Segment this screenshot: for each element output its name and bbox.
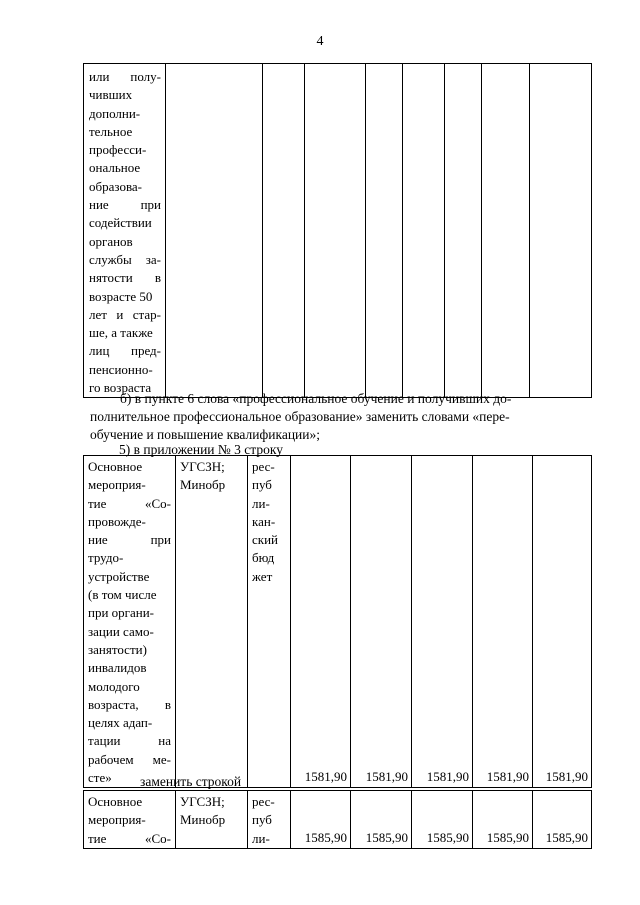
cell-line: сте» bbox=[88, 770, 112, 786]
paragraph-b-line3: обучение и повышение квалификации»; bbox=[90, 427, 320, 442]
old-row-table bbox=[83, 455, 592, 788]
cell-line: содействии bbox=[89, 215, 152, 231]
paragraph-b-line2: полнительное профессиональное образование» заменить словами «пере- bbox=[90, 409, 510, 424]
cell-line: целях адап- bbox=[88, 715, 153, 731]
cell-line: го возраста bbox=[89, 380, 152, 396]
cell-line: чивших bbox=[89, 87, 133, 103]
cell-line: ние при bbox=[88, 532, 171, 548]
continuation-table bbox=[83, 63, 592, 398]
cell-line: пуб bbox=[252, 812, 272, 828]
value-cell: 1581,90 bbox=[291, 456, 351, 788]
cell-line: инвалидов bbox=[88, 660, 147, 676]
table-cell bbox=[366, 64, 403, 398]
cell-line: дополни- bbox=[89, 105, 141, 121]
cell-line: тельное bbox=[89, 123, 133, 139]
cell-line: мероприя- bbox=[88, 477, 146, 493]
cell-line: ональное bbox=[89, 160, 141, 176]
table-cell bbox=[403, 64, 445, 398]
cell-line: Основное bbox=[88, 459, 143, 474]
cell-line: рес- bbox=[252, 794, 275, 809]
value-cell: 1585,90 bbox=[473, 791, 533, 849]
cell-line: или полу- bbox=[89, 69, 161, 84]
cell-line: занятости) bbox=[88, 641, 147, 657]
value-cell: 1581,90 bbox=[533, 456, 592, 788]
cell-line: органов bbox=[89, 233, 133, 249]
source-cell bbox=[248, 791, 291, 849]
cell-line: жет bbox=[252, 568, 273, 584]
value-cell: 1585,90 bbox=[412, 791, 473, 849]
cell-line: УГСЗН; bbox=[180, 459, 225, 474]
cell-line: пенсионно- bbox=[89, 361, 153, 377]
cell-line: устройстве bbox=[88, 568, 150, 584]
cell-line: тие «Со- bbox=[88, 830, 171, 846]
cell-line: ли- bbox=[252, 495, 270, 511]
activity-cell bbox=[84, 64, 166, 398]
cell-line: ский bbox=[252, 532, 278, 548]
cell-line: (в том числе bbox=[88, 587, 157, 603]
value-cell: 1581,90 bbox=[473, 456, 533, 788]
cell-line: службы за- bbox=[89, 251, 161, 267]
cell-line: тации на bbox=[88, 733, 171, 749]
cell-line: УГСЗН; bbox=[180, 794, 225, 809]
cell-line: Основное bbox=[88, 794, 143, 809]
cell-line: пуб bbox=[252, 477, 272, 493]
table-cell bbox=[445, 64, 482, 398]
value-cell: 1581,90 bbox=[351, 456, 412, 788]
value-cell: 1585,90 bbox=[533, 791, 592, 849]
source-cell bbox=[248, 456, 291, 788]
cell-line: трудо- bbox=[88, 550, 124, 566]
cell-line: кан- bbox=[252, 513, 276, 529]
paragraph-5: 5) в приложении № 3 строку bbox=[119, 442, 283, 457]
table-cell bbox=[482, 64, 530, 398]
cell-line: тие «Со- bbox=[88, 495, 171, 511]
cell-line: образова- bbox=[89, 178, 143, 194]
table-row bbox=[84, 456, 592, 788]
cell-line: лиц пред- bbox=[89, 343, 161, 359]
table-cell bbox=[305, 64, 366, 398]
cell-line: зации само- bbox=[88, 623, 154, 639]
table-row bbox=[84, 791, 592, 849]
cell-line: Минобр bbox=[180, 477, 226, 493]
cell-line: рабочем ме- bbox=[88, 751, 171, 767]
cell-line: ли- bbox=[252, 830, 270, 846]
table-cell bbox=[530, 64, 592, 398]
cell-line: професси- bbox=[89, 142, 147, 158]
executor-cell bbox=[176, 791, 248, 849]
cell-line: провожде- bbox=[88, 513, 146, 529]
executor-cell bbox=[176, 456, 248, 788]
value-cell: 1585,90 bbox=[291, 791, 351, 849]
cell-line: возраста, в bbox=[88, 696, 171, 712]
value-cell: 1585,90 bbox=[351, 791, 412, 849]
cell-line: лет и стар- bbox=[89, 306, 161, 322]
cell-line: молодого bbox=[88, 678, 140, 694]
cell-line: мероприя- bbox=[88, 812, 146, 828]
cell-line: возрасте 50 bbox=[89, 288, 153, 304]
cell-line: нятости в bbox=[89, 270, 161, 286]
cell-line: при органи- bbox=[88, 605, 155, 621]
page-number: 4 bbox=[316, 34, 324, 49]
activity-cell bbox=[84, 791, 176, 849]
replace-text: заменить строкой bbox=[140, 774, 242, 789]
paragraph-b-line1: б) в пункте 6 слова «профессиональное обучение и получивших до- bbox=[120, 391, 512, 406]
cell-line: ние при bbox=[89, 197, 161, 213]
activity-cell bbox=[84, 456, 176, 788]
new-row-table bbox=[83, 790, 592, 849]
table-cell bbox=[166, 64, 263, 398]
cell-line: Минобр bbox=[180, 812, 226, 828]
table-cell bbox=[263, 64, 305, 398]
cell-line: бюд bbox=[252, 550, 275, 566]
cell-line: рес- bbox=[252, 459, 275, 474]
value-cell: 1581,90 bbox=[412, 456, 473, 788]
cell-line: ше, а также bbox=[89, 325, 153, 341]
table-row bbox=[84, 64, 592, 398]
